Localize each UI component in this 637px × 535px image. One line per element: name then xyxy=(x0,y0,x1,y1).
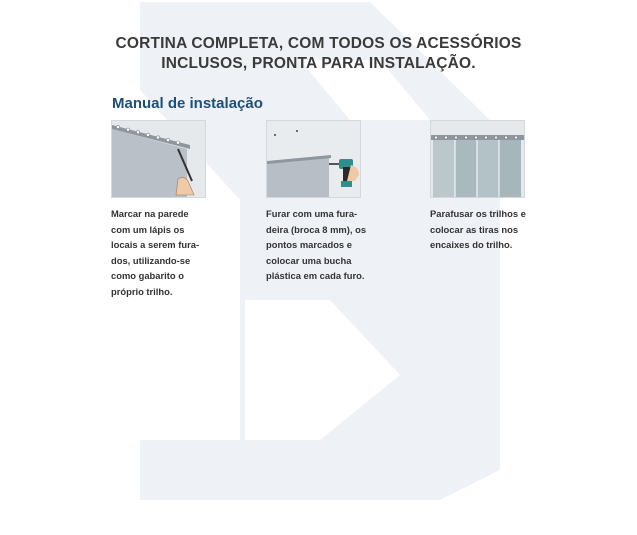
step-1-line: como gabarito o xyxy=(111,270,184,281)
step-3-line: encaixes do trilho. xyxy=(430,239,513,250)
step-1-line: com um lápis os xyxy=(111,223,185,235)
drill-illustration xyxy=(266,120,361,198)
step-1-line: dos, utilizando-se xyxy=(111,254,191,266)
step-2-line: pontos marcados e xyxy=(266,239,352,250)
headline-line-1: CORTINA COMPLETA, COM TODOS OS ACESSÓRIOS xyxy=(115,35,522,52)
step-3 xyxy=(430,120,526,253)
step-1 xyxy=(111,120,206,299)
headline xyxy=(0,34,637,74)
pencil-marking-wall-illustration xyxy=(111,120,206,198)
step-2 xyxy=(266,120,366,284)
step-1-line: próprio trilho. xyxy=(111,285,173,297)
step-2-text xyxy=(266,206,366,284)
step-2-line: plástica em cada furo. xyxy=(266,270,365,281)
step-1-text xyxy=(111,206,206,299)
step-3-line: colocar as tiras nos xyxy=(430,223,519,235)
step-2-line: colocar uma bucha xyxy=(266,254,352,266)
step-1-line: Marcar na parede xyxy=(111,208,189,219)
step-1-line: locais a serem fura- xyxy=(111,239,200,250)
step-2-line: deira (broca 8 mm), os xyxy=(266,223,367,235)
step-3-text xyxy=(430,206,526,253)
headline-line-2: INCLUSOS, PRONTA PARA INSTALAÇÃO. xyxy=(161,55,476,72)
section-title: Manual de instalação xyxy=(112,95,263,112)
curtain-strips-illustration xyxy=(430,120,525,198)
step-2-line: Furar com uma fura- xyxy=(266,208,358,219)
step-3-line: Parafusar os trilhos e xyxy=(430,208,526,219)
